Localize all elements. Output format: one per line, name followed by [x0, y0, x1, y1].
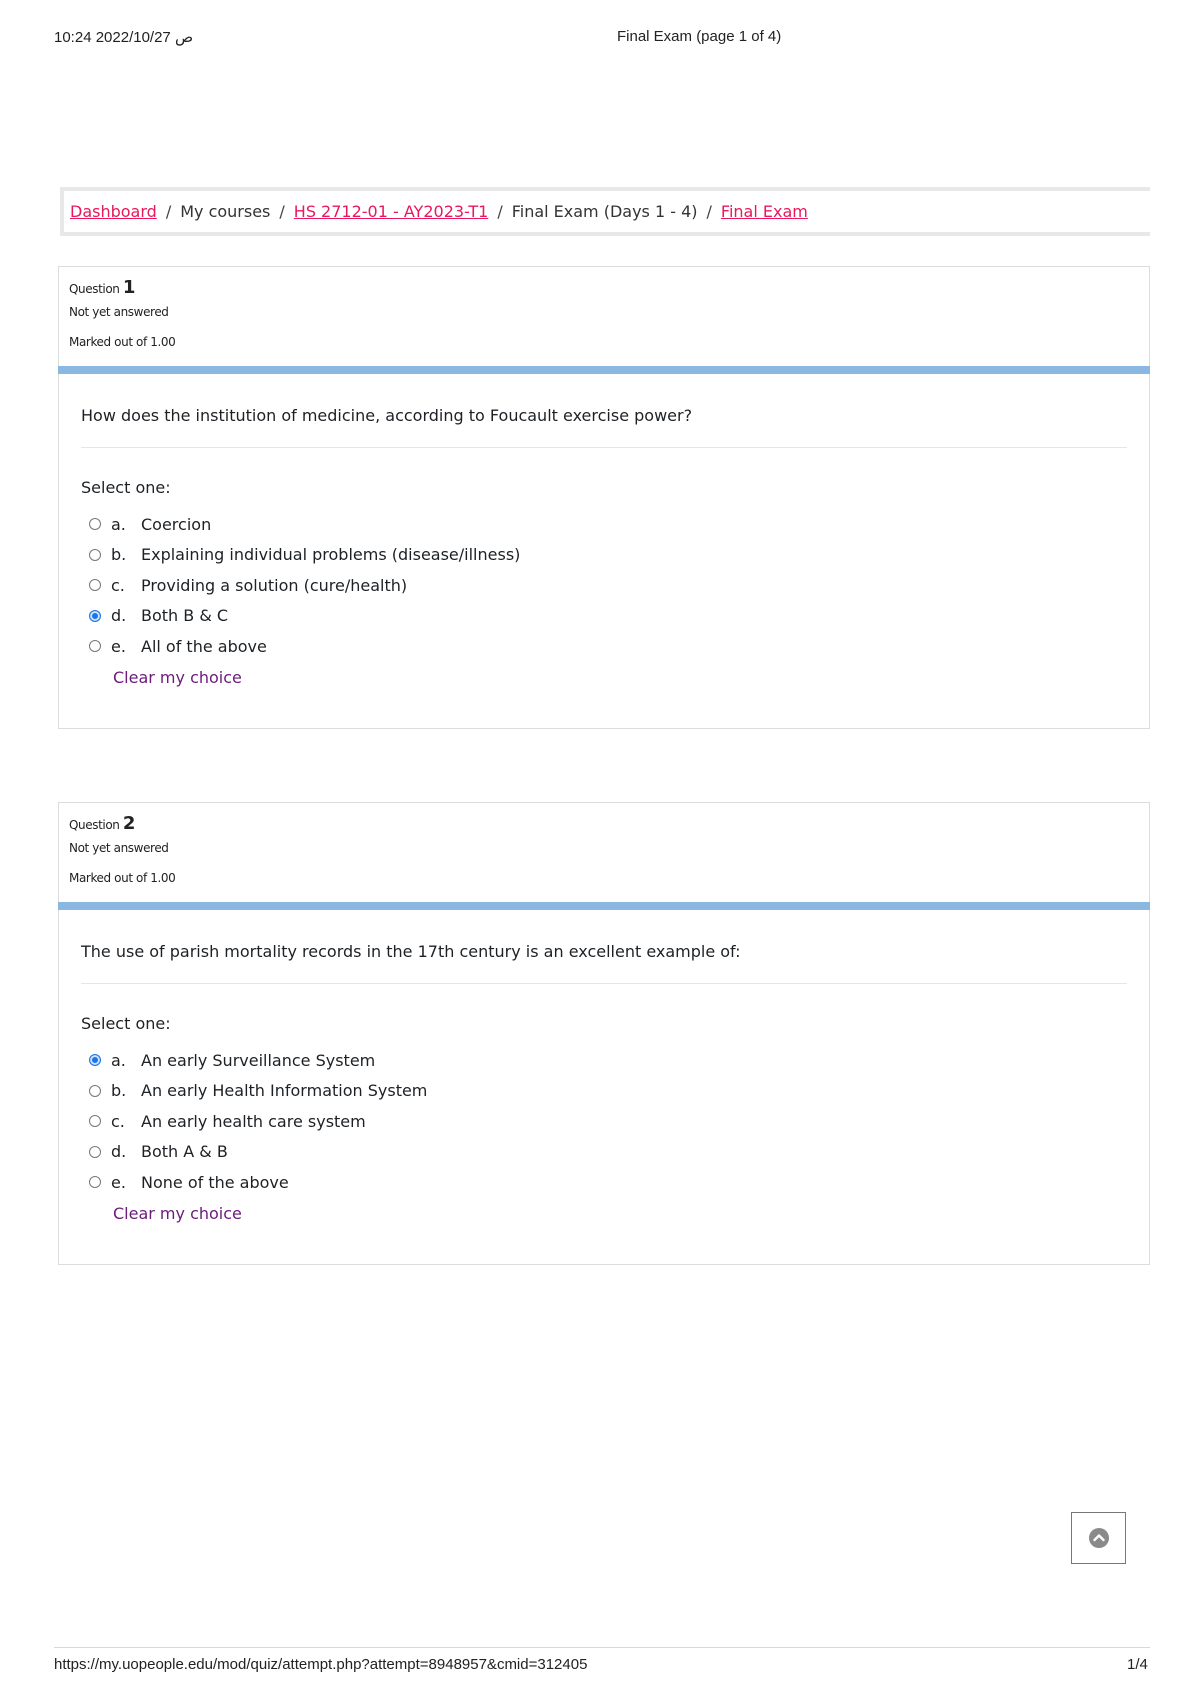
question-number: 2: [122, 813, 136, 834]
question-1: [58, 266, 1150, 729]
answer-letter: c.: [111, 1111, 125, 1131]
back-to-top-button[interactable]: [1071, 1512, 1126, 1564]
radio-button[interactable]: [89, 518, 101, 530]
chevron-up-circle-icon: [1088, 1527, 1110, 1549]
question-content: [58, 910, 1150, 1265]
answer-text: None of the above: [141, 1172, 289, 1192]
answer-option-d[interactable]: [81, 1137, 1127, 1168]
answer-letter: d.: [111, 606, 127, 626]
answer-letter: a.: [111, 514, 126, 534]
answer-option-b[interactable]: [81, 540, 1127, 571]
answer-option-c[interactable]: [81, 1106, 1127, 1137]
answer-text: Providing a solution (cure/health): [141, 575, 408, 595]
question-text: The use of parish mortality records in the 17th century is an excellent example of:: [81, 910, 1127, 984]
radio-button-selected[interactable]: [89, 1054, 101, 1066]
answer-letter: d.: [111, 1142, 127, 1162]
answer-option-e[interactable]: [81, 631, 1127, 662]
radio-button[interactable]: [89, 1115, 101, 1127]
answer-option-a[interactable]: [81, 1045, 1127, 1076]
answer-text: All of the above: [141, 636, 267, 656]
answer-text: An early Health Information System: [141, 1081, 428, 1101]
answer-option-e[interactable]: [81, 1167, 1127, 1198]
clear-choice-link[interactable]: Clear my choice: [113, 1203, 242, 1223]
question-label: Question: [69, 818, 120, 832]
answer-letter: b.: [111, 545, 127, 565]
breadcrumb-section: Final Exam (Days 1 - 4): [511, 202, 698, 221]
select-one-prompt: Select one:: [81, 1014, 171, 1033]
breadcrumb: [60, 187, 1150, 236]
select-one-prompt: Select one:: [81, 478, 171, 497]
radio-button[interactable]: [89, 640, 101, 652]
breadcrumb-dashboard-link[interactable]: Dashboard: [70, 202, 157, 221]
answer-letter: e.: [111, 1172, 126, 1192]
answer-text: An early Surveillance System: [141, 1050, 376, 1070]
answer-text: Explaining individual problems (disease/illness): [141, 545, 521, 565]
question-state: Not yet answered: [69, 305, 169, 319]
question-divider-bar: [58, 366, 1150, 374]
print-footer-divider: [54, 1647, 1150, 1648]
question-info: [58, 802, 1150, 902]
radio-button[interactable]: [89, 1085, 101, 1097]
question-number: 1: [122, 277, 136, 298]
answer-letter: b.: [111, 1081, 127, 1101]
question-state: Not yet answered: [69, 841, 169, 855]
answer-option-d[interactable]: [81, 601, 1127, 632]
radio-button[interactable]: [89, 579, 101, 591]
clear-choice-link[interactable]: Clear my choice: [113, 667, 242, 687]
radio-button[interactable]: [89, 1146, 101, 1158]
answer-letter: e.: [111, 636, 126, 656]
answer-option-a[interactable]: [81, 509, 1127, 540]
question-content: [58, 374, 1150, 729]
print-header-date: 10:24 2022/10/27 ص: [54, 29, 194, 46]
question-divider-bar: [58, 902, 1150, 910]
breadcrumb-separator: /: [706, 202, 712, 221]
print-footer-url: https://my.uopeople.edu/mod/quiz/attempt.php?attempt=8948957&cmid=312405: [54, 1656, 588, 1673]
question-marks: Marked out of 1.00: [69, 871, 176, 885]
answer-letter: c.: [111, 575, 125, 595]
breadcrumb-quiz-link[interactable]: Final Exam: [720, 202, 808, 221]
answer-text: An early health care system: [141, 1111, 366, 1131]
breadcrumb-course-link[interactable]: HS 2712-01 - AY2023-T1: [293, 202, 489, 221]
answer-text: Both B & C: [141, 606, 229, 626]
answer-text: Coercion: [141, 514, 212, 534]
breadcrumb-separator: /: [497, 202, 503, 221]
print-header-title: Final Exam (page 1 of 4): [617, 28, 782, 45]
radio-button[interactable]: [89, 1176, 101, 1188]
radio-button[interactable]: [89, 549, 101, 561]
answer-letter: a.: [111, 1050, 126, 1070]
breadcrumb-separator: /: [165, 202, 172, 221]
answer-text: Both A & B: [141, 1142, 228, 1162]
question-text: How does the institution of medicine, according to Foucault exercise power?: [81, 374, 1127, 448]
question-label: Question: [69, 282, 120, 296]
answer-option-b[interactable]: [81, 1076, 1127, 1107]
answer-option-c[interactable]: [81, 570, 1127, 601]
breadcrumb-my-courses: My courses: [180, 202, 271, 221]
breadcrumb-separator: /: [279, 202, 285, 221]
question-2: [58, 802, 1150, 1265]
radio-button-selected[interactable]: [89, 610, 101, 622]
print-footer-page-number: 1/4: [1127, 1656, 1148, 1673]
question-info: [58, 266, 1150, 366]
question-marks: Marked out of 1.00: [69, 335, 176, 349]
